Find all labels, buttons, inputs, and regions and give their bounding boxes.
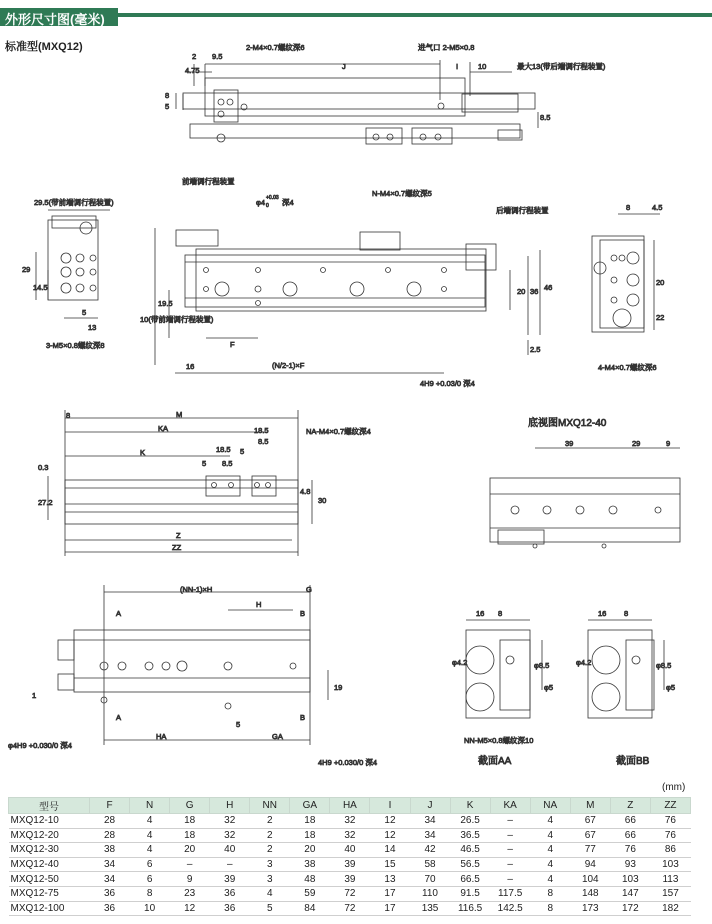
mid-label-27-2: 27.2 [38,498,53,507]
side-label-36: 36 [530,287,539,296]
lower-label-5: 5 [236,720,241,729]
lower-label-a-top: A [116,609,122,618]
table-cell: 15 [370,857,410,872]
table-header-cell: J [410,798,450,814]
table-cell: 18 [290,814,330,829]
side-label-4-5: 4.5 [652,203,663,212]
table-header-cell: I [370,798,410,814]
table-cell: 12 [370,828,410,843]
table-cell: 32 [330,814,370,829]
table-cell: 5 [250,901,290,916]
mid-label-0-3: 0.3 [38,463,49,472]
table-cell: 13 [370,872,410,887]
table-cell: 39 [330,857,370,872]
table-cell: 36 [90,901,130,916]
top-label-inlet: 进气口 2-M5×0.8 [418,43,475,52]
table-cell: 34 [410,814,450,829]
lower-label-ha: HA [156,732,167,741]
table-cell: 94 [570,857,610,872]
table-cell: 76 [650,828,690,843]
side-label-46: 46 [544,283,553,292]
side-label-tol-lower: 0 [266,203,269,209]
table-row [9,886,691,901]
table-cell: 2 [250,828,290,843]
table-cell: 20 [170,843,210,858]
table-header-cell: 型号 [9,798,90,814]
table-cell: 2 [250,843,290,858]
table-cell: – [490,828,530,843]
top-label-9-5: 9.5 [212,52,223,61]
table-header-cell: NN [250,798,290,814]
table-header-cell: M [570,798,610,814]
table-cell: 104 [570,872,610,887]
dimension-table [8,797,691,916]
table-header-cell: ZZ [650,798,690,814]
table-cell: 34 [90,857,130,872]
table-cell: 39 [330,872,370,887]
top-view [176,60,538,144]
table-cell: 67 [570,814,610,829]
section-bb-label: 截面BB [616,756,650,767]
table-cell: 40 [330,843,370,858]
top-label-m4: 2-M4×0.7螺纹深6 [246,43,305,52]
table-cell: MXQ12-20 [9,828,90,843]
table-cell: 173 [570,901,610,916]
section-aa-label: 截面AA [478,756,512,767]
table-cell: 182 [650,901,690,916]
table-cell: 20 [290,843,330,858]
table-cell: 17 [370,886,410,901]
table-row [9,872,691,887]
lower-label-19: 19 [334,683,343,692]
side-view-left [36,210,110,318]
table-cell: 17 [370,901,410,916]
side-label-2-5: 2.5 [530,345,541,354]
sec-label-phi5-aa: φ5 [544,683,554,692]
model-subtitle: 标准型(MXQ12) [5,41,83,53]
table-cell: 12 [370,814,410,829]
section-bb [588,620,664,718]
side-label-n-f: (N/2-1)×F [272,361,305,370]
table-cell: 172 [610,901,650,916]
table-cell: 38 [90,843,130,858]
table-cell: 76 [610,843,650,858]
section-aa [466,620,542,718]
mid-label-na-m4: NA-M4×0.7螺纹深4 [306,427,371,436]
top-label-5: 5 [165,102,170,111]
table-cell: 142.5 [490,901,530,916]
table-header-cell: GA [290,798,330,814]
side-label-20: 20 [517,287,526,296]
table-cell: 36 [210,901,250,916]
table-cell: 4 [530,828,570,843]
table-cell: 113 [650,872,690,887]
side-label-29-5: 29.5(带前端调行程装置) [34,198,114,207]
side-label-5: 5 [82,308,87,317]
page-title: 外形尺寸图(毫米) [5,12,105,27]
top-label-2: 2 [192,52,197,61]
table-cell: 4 [530,814,570,829]
table-cell: 116.5 [450,901,490,916]
mid-label-k: K [140,448,146,457]
table-header-cell: N [130,798,170,814]
table-body [9,814,691,916]
table-cell: 76 [650,814,690,829]
table-cell: 23 [170,886,210,901]
table-cell: 32 [210,828,250,843]
table-cell: 66.5 [450,872,490,887]
table-cell: 148 [570,886,610,901]
table-cell: 38 [290,857,330,872]
table-cell: 4 [530,843,570,858]
side-label-14-5: 14.5 [33,283,48,292]
top-label-10: 10 [478,62,487,71]
mid-label-5a: 5 [240,447,245,456]
mid-label-m: M [176,410,183,419]
table-cell: – [210,857,250,872]
table-header-cell: Z [610,798,650,814]
table-cell: 8 [530,886,570,901]
side-label-depth4: 深4 [282,198,294,207]
table-cell: 135 [410,901,450,916]
table-cell: 67 [570,828,610,843]
top-label-j: J [342,62,346,71]
table-cell: MXQ12-75 [9,886,90,901]
table-header-cell: HA [330,798,370,814]
table-cell: 58 [410,857,450,872]
side-label-tol-upper: +0.03 [266,195,279,201]
side-label-13: 13 [88,323,97,332]
table-cell: 28 [90,828,130,843]
sec-label-16-aa: 16 [476,609,485,618]
sec-label-16-bb: 16 [598,609,607,618]
sec-label-phi8-5-aa: φ8.5 [534,661,550,670]
sec-label-phi4-2-aa: φ4.2 [452,658,468,667]
table-header-cell: K [450,798,490,814]
table-cell: 59 [290,886,330,901]
sec-label-phi4-2-bb: φ4.2 [576,658,592,667]
table-cell: 4 [530,857,570,872]
table-cell: – [490,843,530,858]
mid-label-zz: ZZ [172,543,182,552]
table-cell: 34 [410,828,450,843]
side-label-20b: 20 [656,278,665,287]
table-cell: 36 [210,886,250,901]
table-cell: 4 [130,843,170,858]
side-label-phi4: φ4 [256,198,266,207]
side-label-22: 22 [656,313,665,322]
table-cell: 18 [290,828,330,843]
table-header-cell: G [170,798,210,814]
table-cell: 66 [610,814,650,829]
table-header-cell: H [210,798,250,814]
table-cell: 46.5 [450,843,490,858]
mid-label-18-5b: 18.5 [216,445,231,454]
mid-label-18-5a: 18.5 [254,426,269,435]
table-cell: 70 [410,872,450,887]
table-header-cell: NA [530,798,570,814]
side-label-10-front: 10(带前端调行程装置) [140,315,214,324]
table-cell: 8 [130,886,170,901]
table-cell: 36 [90,886,130,901]
side-label-8: 8 [626,203,631,212]
table-row [9,828,691,843]
table-cell: 9 [170,872,210,887]
table-cell: – [170,857,210,872]
top-label-8: 8 [165,91,170,100]
side-label-front-stroke: 前端调行程装置 [182,177,235,186]
table-cell: 103 [650,857,690,872]
top-label-i: I [456,62,459,71]
side-view-right [592,214,660,332]
table-cell: 3 [250,857,290,872]
table-cell: 32 [330,828,370,843]
table-cell: 8 [530,901,570,916]
units-label: (mm) [662,782,686,793]
lower-label-g: G [306,585,312,594]
bottom-label-29: 29 [632,439,641,448]
mid-label-5b: 5 [202,459,207,468]
table-cell: 10 [130,901,170,916]
table-cell: 6 [130,872,170,887]
table-cell: 18 [170,814,210,829]
bottom-view-title: 底视图MXQ12-40 [528,418,607,429]
sec-label-8-bb: 8 [624,609,629,618]
table-cell: 66 [610,828,650,843]
table-cell: 26.5 [450,814,490,829]
table-cell: 42 [410,843,450,858]
table-cell: 91.5 [450,886,490,901]
side-label-16: 16 [186,362,195,371]
top-label-8-5: 8.5 [540,113,551,122]
table-cell: 72 [330,886,370,901]
table-cell: 4 [130,814,170,829]
side-label-3-m5: 3-M5×0.8螺纹深8 [46,341,105,350]
sec-label-phi5-bb: φ5 [666,683,676,692]
table-cell: – [490,872,530,887]
table-cell: 28 [90,814,130,829]
mid-label-8-5a: 8.5 [258,437,269,446]
top-label-4-75: 4.75 [185,66,200,75]
lower-label-phi4h9: φ4H9 +0.030/0 深4 [8,741,72,750]
sec-label-nn-m5: NN-M5×0.8螺纹深10 [464,736,534,745]
lower-label-b-top: B [300,609,306,618]
table-cell: MXQ12-10 [9,814,90,829]
table-cell: 157 [650,886,690,901]
table-cell: MXQ12-100 [9,901,90,916]
sec-label-phi8-5-bb: φ8.5 [656,661,672,670]
table-row [9,901,691,916]
table-cell: 4 [530,872,570,887]
table-cell: MXQ12-40 [9,857,90,872]
table-cell: 4 [130,828,170,843]
table-cell: 56.5 [450,857,490,872]
table-cell: – [490,857,530,872]
table-cell: 103 [610,872,650,887]
table-header-cell: KA [490,798,530,814]
lower-label-a-bottom: A [116,713,122,722]
table-row [9,857,691,872]
table-cell: 84 [290,901,330,916]
table-cell: 18 [170,828,210,843]
table-cell: 2 [250,814,290,829]
table-cell: 3 [250,872,290,887]
mid-label-30: 30 [318,496,327,505]
table-cell: MXQ12-30 [9,843,90,858]
table-cell: – [490,814,530,829]
table-cell: 77 [570,843,610,858]
table-cell: 34 [90,872,130,887]
table-row [9,814,691,829]
table-cell: 6 [130,857,170,872]
lower-label-1: 1 [32,691,37,700]
table-header-cell: F [90,798,130,814]
side-label-4-m4: 4-M4×0.7螺纹深6 [598,363,657,372]
table-cell: 110 [410,886,450,901]
mid-label-8: 8 [66,411,71,420]
table-cell: 39 [210,872,250,887]
side-label-29: 29 [22,265,31,274]
side-label-4h9: 4H9 +0.03/0 深4 [420,379,475,388]
side-view-main [155,228,540,373]
table-cell: 12 [170,901,210,916]
table-cell: 4 [250,886,290,901]
bottom-label-39: 39 [565,439,574,448]
side-label-19-5: 19.5 [158,299,173,308]
bottom-label-9: 9 [666,439,671,448]
table-cell: 147 [610,886,650,901]
table-cell: 93 [610,857,650,872]
top-label-max13: 最大13(带后端调行程装置) [517,62,606,71]
table-row [9,843,691,858]
table-cell: 72 [330,901,370,916]
mid-label-4-8: 4.8 [300,487,311,496]
table-cell: 117.5 [490,886,530,901]
side-label-f: F [230,340,235,349]
table-cell: 48 [290,872,330,887]
table-cell: 32 [210,814,250,829]
lower-label-4h9: 4H9 +0.030/0 深4 [318,758,378,767]
table-cell: 14 [370,843,410,858]
mid-label-z: Z [176,531,181,540]
side-label-n-m4: N-M4×0.7螺纹深5 [372,189,432,198]
mid-label-ka: KA [158,424,169,433]
bottom-view [490,448,680,548]
lower-label-b-bottom: B [300,713,306,722]
table-cell: 86 [650,843,690,858]
table-cell: 40 [210,843,250,858]
side-label-rear-stroke: 后端调行程装置 [496,206,549,215]
table-cell: MXQ12-50 [9,872,90,887]
lower-label-nn-h: (NN-1)×H [180,585,213,594]
table-cell: 36.5 [450,828,490,843]
table-header-row [9,798,691,814]
sec-label-8-aa: 8 [498,609,503,618]
lower-label-ga: GA [272,732,283,741]
lower-label-h: H [256,600,262,609]
mid-label-8-5b: 8.5 [222,459,233,468]
lower-view [58,585,328,745]
